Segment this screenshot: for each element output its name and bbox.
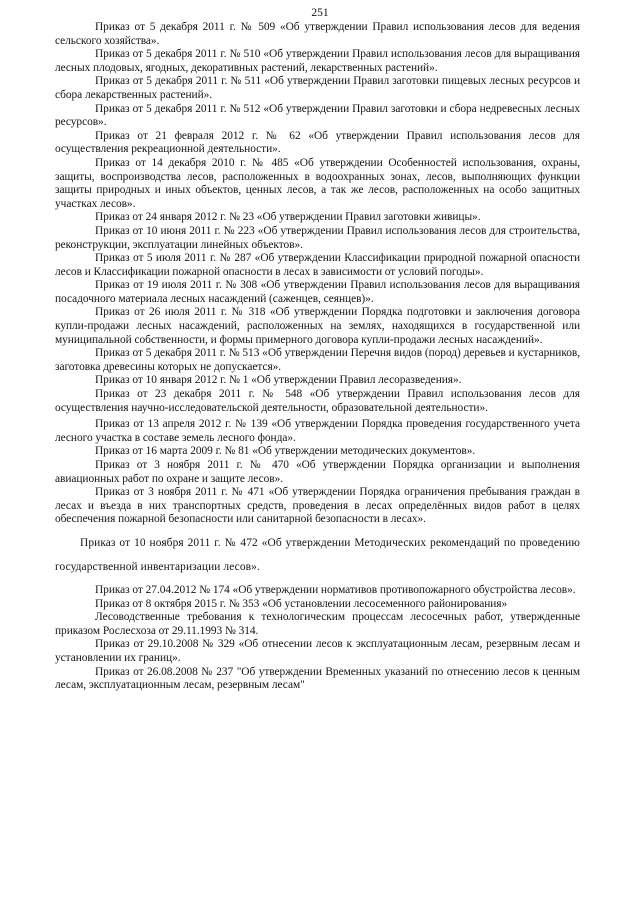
order-paragraph: Приказ от 5 декабря 2011 г. № 512 «Об утверждении Правил заготовки и сбора недревесных лесных ресурсов».: [55, 102, 580, 129]
order-paragraph: Приказ от 5 декабря 2011 г. № 513 «Об утверждении Перечня видов (пород) деревьев и кустарников, заготовка древесины которых не допускается».: [55, 347, 580, 373]
order-paragraph: Приказ от 26 июля 2011 г. № 318 «Об утверждении Порядка подготовки и заключения договора купли-продажи лесных насаждений, расположенных на землях, находящихся в государственной или муниципальной собственности, и формы примерного договора купли-продажи лесных насаждений».: [55, 306, 580, 346]
order-paragraph: Приказ от 10 ноября 2011 г. № 472 «Об утверждении Методических рекомендаций по проведению государственной инвентаризации лесов».: [55, 536, 580, 573]
order-paragraph: Приказ от 21 февраля 2012 г. № 62 «Об утверждении Правил использования лесов для осуществления рекреационной деятельности».: [55, 129, 580, 156]
page-number: 251: [311, 7, 329, 19]
order-paragraph: Приказ от 3 ноября 2011 г. № 471 «Об утверждении Порядка ограничения пребывания граждан в лесах и въезда в них транспортных средств, проведения в лесах определённых видов работ в целях обеспечения пожарной безопасности или санитарной безопасности в лесах».: [55, 486, 580, 526]
order-list: [55, 21, 580, 693]
order-paragraph: Лесоводственные требования к технологическим процессам лесосечных работ, утвержденные приказом Рослесхоза от 29.11.1993 № 314.: [55, 611, 580, 637]
order-paragraph: Приказ от 19 июля 2011 г. № 308 «Об утверждении Правил использования лесов для выращивания посадочного материала лесных насаждений (саженцев, сеянцев)».: [55, 279, 580, 305]
order-paragraph: Приказ от 26.08.2008 № 237 "Об утверждении Временных указаний по отнесению лесов к ценным лесам, эксплуатационным лесам, резервным лесам": [55, 665, 580, 692]
order-paragraph: Приказ от 27.04.2012 № 174 «Об утверждении нормативов противопожарного обустройства лесов».: [95, 583, 576, 596]
order-paragraph: Приказ от 16 марта 2009 г. № 81 «Об утверждении методических документов».: [95, 445, 476, 458]
order-paragraph: Приказ от 14 декабря 2010 г. № 485 «Об утверждении Особенностей использования, охраны, защиты, воспроизводства лесов, расположенных в водоохранных зонах, лесов, выполняющих функции защиты природных и иных объектов, ценных лесов, а так же лесов, расположенных на особо защитных участках лесов».: [55, 156, 580, 210]
order-paragraph: Приказ от 24 января 2012 г. № 23 «Об утверждении Правил заготовки живицы».: [95, 211, 481, 224]
order-paragraph: Приказ от 5 декабря 2011 г. № 509 «Об утверждении Правил использования лесов для ведения сельского хозяйства».: [55, 21, 580, 47]
order-paragraph: Приказ от 29.10.2008 № 329 «Об отнесении лесов к эксплуатационным лесам, резервным лесам и установлении их границ».: [55, 638, 580, 664]
order-paragraph: Приказ от 5 декабря 2011 г. № 511 «Об утверждении Правил заготовки пищевых лесных ресурсов и сбора лекарственных растений».: [55, 75, 580, 101]
order-paragraph: Приказ от 5 декабря 2011 г. № 510 «Об утверждении Правил использования лесов для выращивания лесных плодовых, ягодных, декоративных растений, лекарственных растений».: [55, 48, 580, 74]
order-paragraph: Приказ от 10 января 2012 г. № 1 «Об утверждении Правил лесоразведения».: [95, 374, 462, 387]
order-paragraph: Приказ от 3 ноября 2011 г. № 470 «Об утверждении Порядка организации и выполнения авиационных работ по охране и защите лесов».: [55, 459, 580, 485]
order-paragraph: Приказ от 23 декабря 2011 г. № 548 «Об утверждении Правил использования лесов для осуществления научно-исследовательской деятельности, образовательной деятельности».: [55, 388, 580, 414]
order-paragraph: Приказ от 8 октября 2015 г. № 353 «Об установлении лесосеменного районирования»: [95, 597, 508, 610]
order-paragraph: Приказ от 5 июля 2011 г. № 287 «Об утверждении Классификации природной пожарной опасности лесов и Классификации пожарной опасности в лесах в зависимости от условий погоды».: [55, 252, 580, 278]
order-paragraph: Приказ от 10 июня 2011 г. № 223 «Об утверждении Правил использования лесов для строительства, реконструкции, эксплуатации линейных объектов».: [55, 224, 580, 251]
order-paragraph: Приказ от 13 апреля 2012 г. № 139 «Об утверждении Порядка проведения государственного учета лесного участка в составе земель лесного фонда».: [55, 418, 580, 444]
